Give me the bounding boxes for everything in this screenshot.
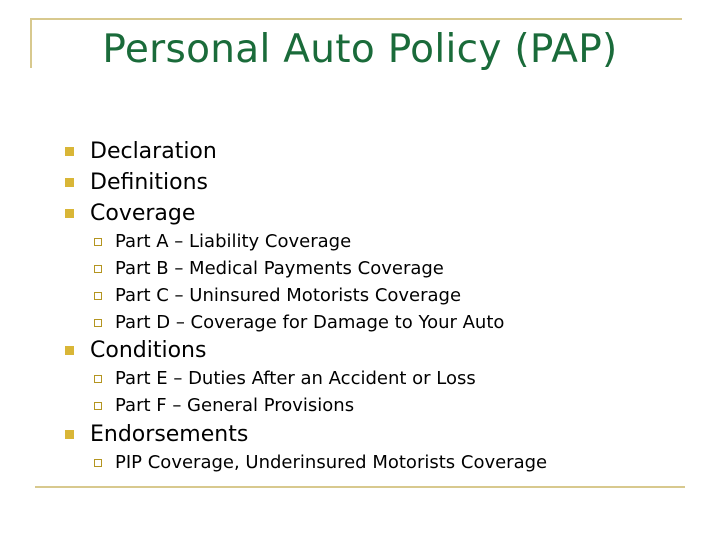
bullet-text: Part E – Duties After an Accident or Loss	[115, 368, 476, 389]
bullet-item-definitions	[90, 169, 208, 197]
bullet-text: Conditions	[90, 338, 207, 363]
bullet-text: Part D – Coverage for Damage to Your Auto	[115, 312, 505, 333]
hollow-square-bullet-icon	[94, 402, 102, 410]
sub-bullet-item-part-a	[115, 230, 351, 254]
bullet-item-declaration	[90, 138, 217, 166]
bullet-text: Part C – Uninsured Motorists Coverage	[115, 285, 462, 306]
sub-bullet-item-part-b	[115, 257, 444, 281]
sub-bullet-item-part-c	[115, 284, 461, 308]
hollow-square-bullet-icon	[94, 265, 102, 273]
square-bullet-icon	[65, 430, 74, 439]
bullet-text: Definitions	[90, 170, 208, 195]
slide-title: Personal Auto Policy (PAP)	[102, 27, 618, 72]
bullet-item-coverage	[90, 200, 195, 228]
bullet-text: Part B – Medical Payments Coverage	[115, 258, 444, 279]
square-bullet-icon	[65, 346, 74, 355]
bullet-text: Endorsements	[90, 422, 249, 447]
hollow-square-bullet-icon	[94, 459, 102, 467]
hollow-square-bullet-icon	[94, 319, 102, 327]
bullet-text: Declaration	[90, 139, 217, 164]
bullet-item-conditions	[90, 337, 206, 365]
sub-bullet-item-part-f	[115, 394, 354, 418]
bullet-text: Coverage	[90, 201, 196, 226]
sub-bullet-item-part-e	[115, 367, 476, 391]
bottom-rule	[35, 486, 685, 488]
hollow-square-bullet-icon	[94, 238, 102, 246]
sub-bullet-item-pip	[115, 451, 547, 475]
bullet-text: PIP Coverage, Underinsured Motorists Coverage	[115, 452, 548, 473]
square-bullet-icon	[65, 147, 74, 156]
bullet-text: Part F – General Provisions	[115, 395, 355, 416]
sub-bullet-item-part-d	[115, 311, 504, 335]
hollow-square-bullet-icon	[94, 375, 102, 383]
square-bullet-icon	[65, 178, 74, 187]
hollow-square-bullet-icon	[94, 292, 102, 300]
square-bullet-icon	[65, 209, 74, 218]
bullet-text: Part A – Liability Coverage	[115, 231, 352, 252]
bullet-item-endorsements	[90, 421, 248, 449]
